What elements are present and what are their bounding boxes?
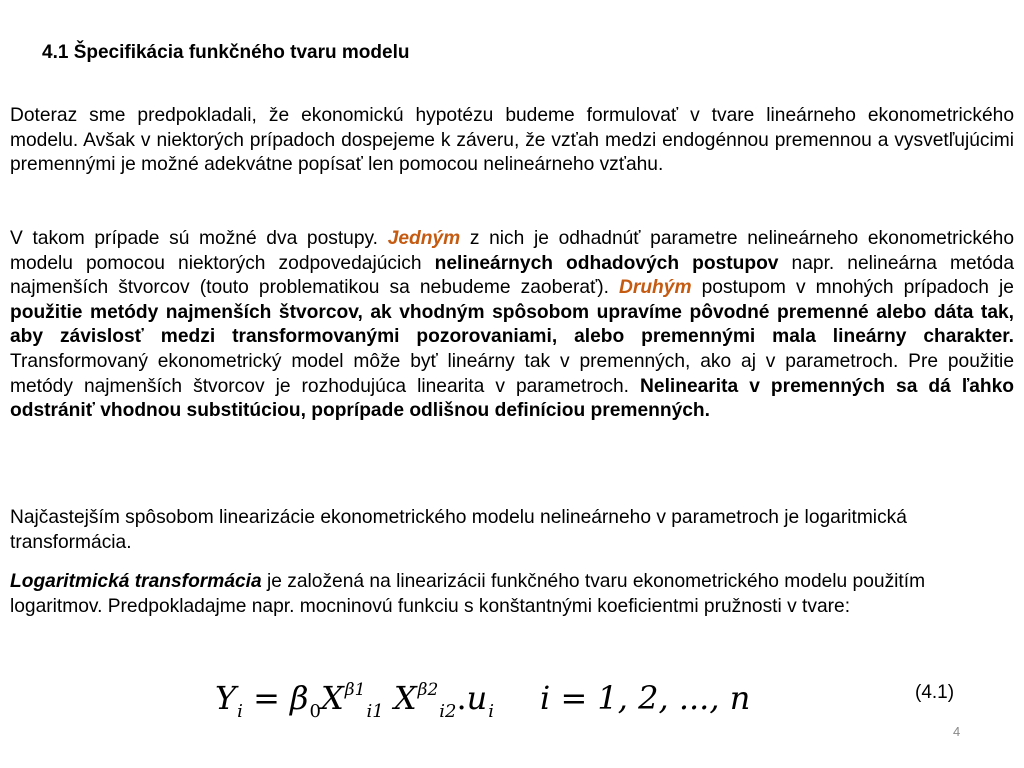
- bold-run: Nelinearita v premenných sa dá ľahko odstrániť vhodnou substitúciou, poprípade odlišnou definíciou premenných.: [10, 375, 1014, 422]
- formula-x1-exp: β1: [344, 680, 366, 700]
- term-log-transform: Logaritmická transformácia: [10, 571, 262, 592]
- formula-x2-exp: β2: [417, 680, 439, 700]
- equation-number: (4.1): [915, 682, 955, 703]
- formula-equals: =: [242, 679, 291, 717]
- formula-y-sub: i: [237, 701, 243, 722]
- bold-run: nelineárnych odhadových postupov: [434, 252, 779, 274]
- formula-dot: .: [456, 679, 467, 717]
- formula-x1: X: [321, 679, 344, 717]
- formula-y: Y: [215, 679, 237, 717]
- text-run: postupom v mnohých prípadoch je: [691, 277, 1014, 299]
- formula-beta0-sub: 0: [309, 701, 321, 722]
- formula-x1-sub: i1: [366, 701, 384, 722]
- formula-beta0: β: [290, 679, 309, 717]
- paragraph-intro: Doteraz sme predpokladali, že ekonomickú hypotézu budeme formulovať v tvare lineárneho ekonometrického modelu. Avšak v niektorých prípadoch dospejeme k záveru, že vzťah medzi endogénnou premennou a vysvetľujúcimi premennými je možné adekvátne popísať len pomocou nelineárneho vzťahu.: [10, 105, 1014, 176]
- bold-run: použitie metódy najmenších štvorcov, ak vhodným spôsobom upravíme pôvodné premenné alebo dáta tak, aby závislosť medzi transformovanými pozorovaniami, alebo premennými mala lineárny charakter.: [10, 301, 1014, 348]
- formula-index-range: i = 1, 2, ..., n: [540, 679, 751, 717]
- paragraph-linearization: Najčastejším spôsobom linearizácie ekonometrického modelu nelineárneho v parametroch je logaritmická transformácia.: [10, 507, 907, 553]
- page-number: 4: [953, 724, 961, 739]
- emphasis-second: Druhým: [619, 277, 692, 299]
- power-function-formula: [215, 660, 750, 720]
- formula-x2-sub: i2: [439, 701, 457, 722]
- text-run: je založená na linearizácii funkčného tvaru ekonometrického modelu použitím logaritmov. Predpokladajme napr. mocninovú funkciu s konštantnými koeficientmi pružnosti v tvare:: [10, 571, 926, 617]
- formula-x2: X: [393, 679, 417, 717]
- formula-u: u: [466, 679, 488, 717]
- emphasis-first: Jedným: [387, 228, 461, 249]
- section-heading: 4.1 Špecifikácia funkčného tvaru modelu: [42, 42, 410, 63]
- text-run: V takom prípade sú možné dva postupy.: [10, 228, 388, 249]
- paragraph-log-transform: [10, 570, 1014, 619]
- paragraph-approaches: [10, 227, 1014, 424]
- formula-u-sub: i: [488, 701, 495, 722]
- text-run: Transformovaný ekonometrický model môže byť lineárny tak v premenných, ako aj v parametroch. Pre použitie metódy najmenších štvorcov je rozhodujúca linearita v parametroch.: [10, 350, 1014, 397]
- text-run: z nich je odhadnúť parametre nelineárneho ekonometrického modelu pomocou niektorých zodpovedajúcich: [10, 228, 1014, 274]
- text-run: napr. nelineárna metóda najmenších štvorcov (touto problematikou sa nebudeme zaoberať).: [10, 252, 1015, 299]
